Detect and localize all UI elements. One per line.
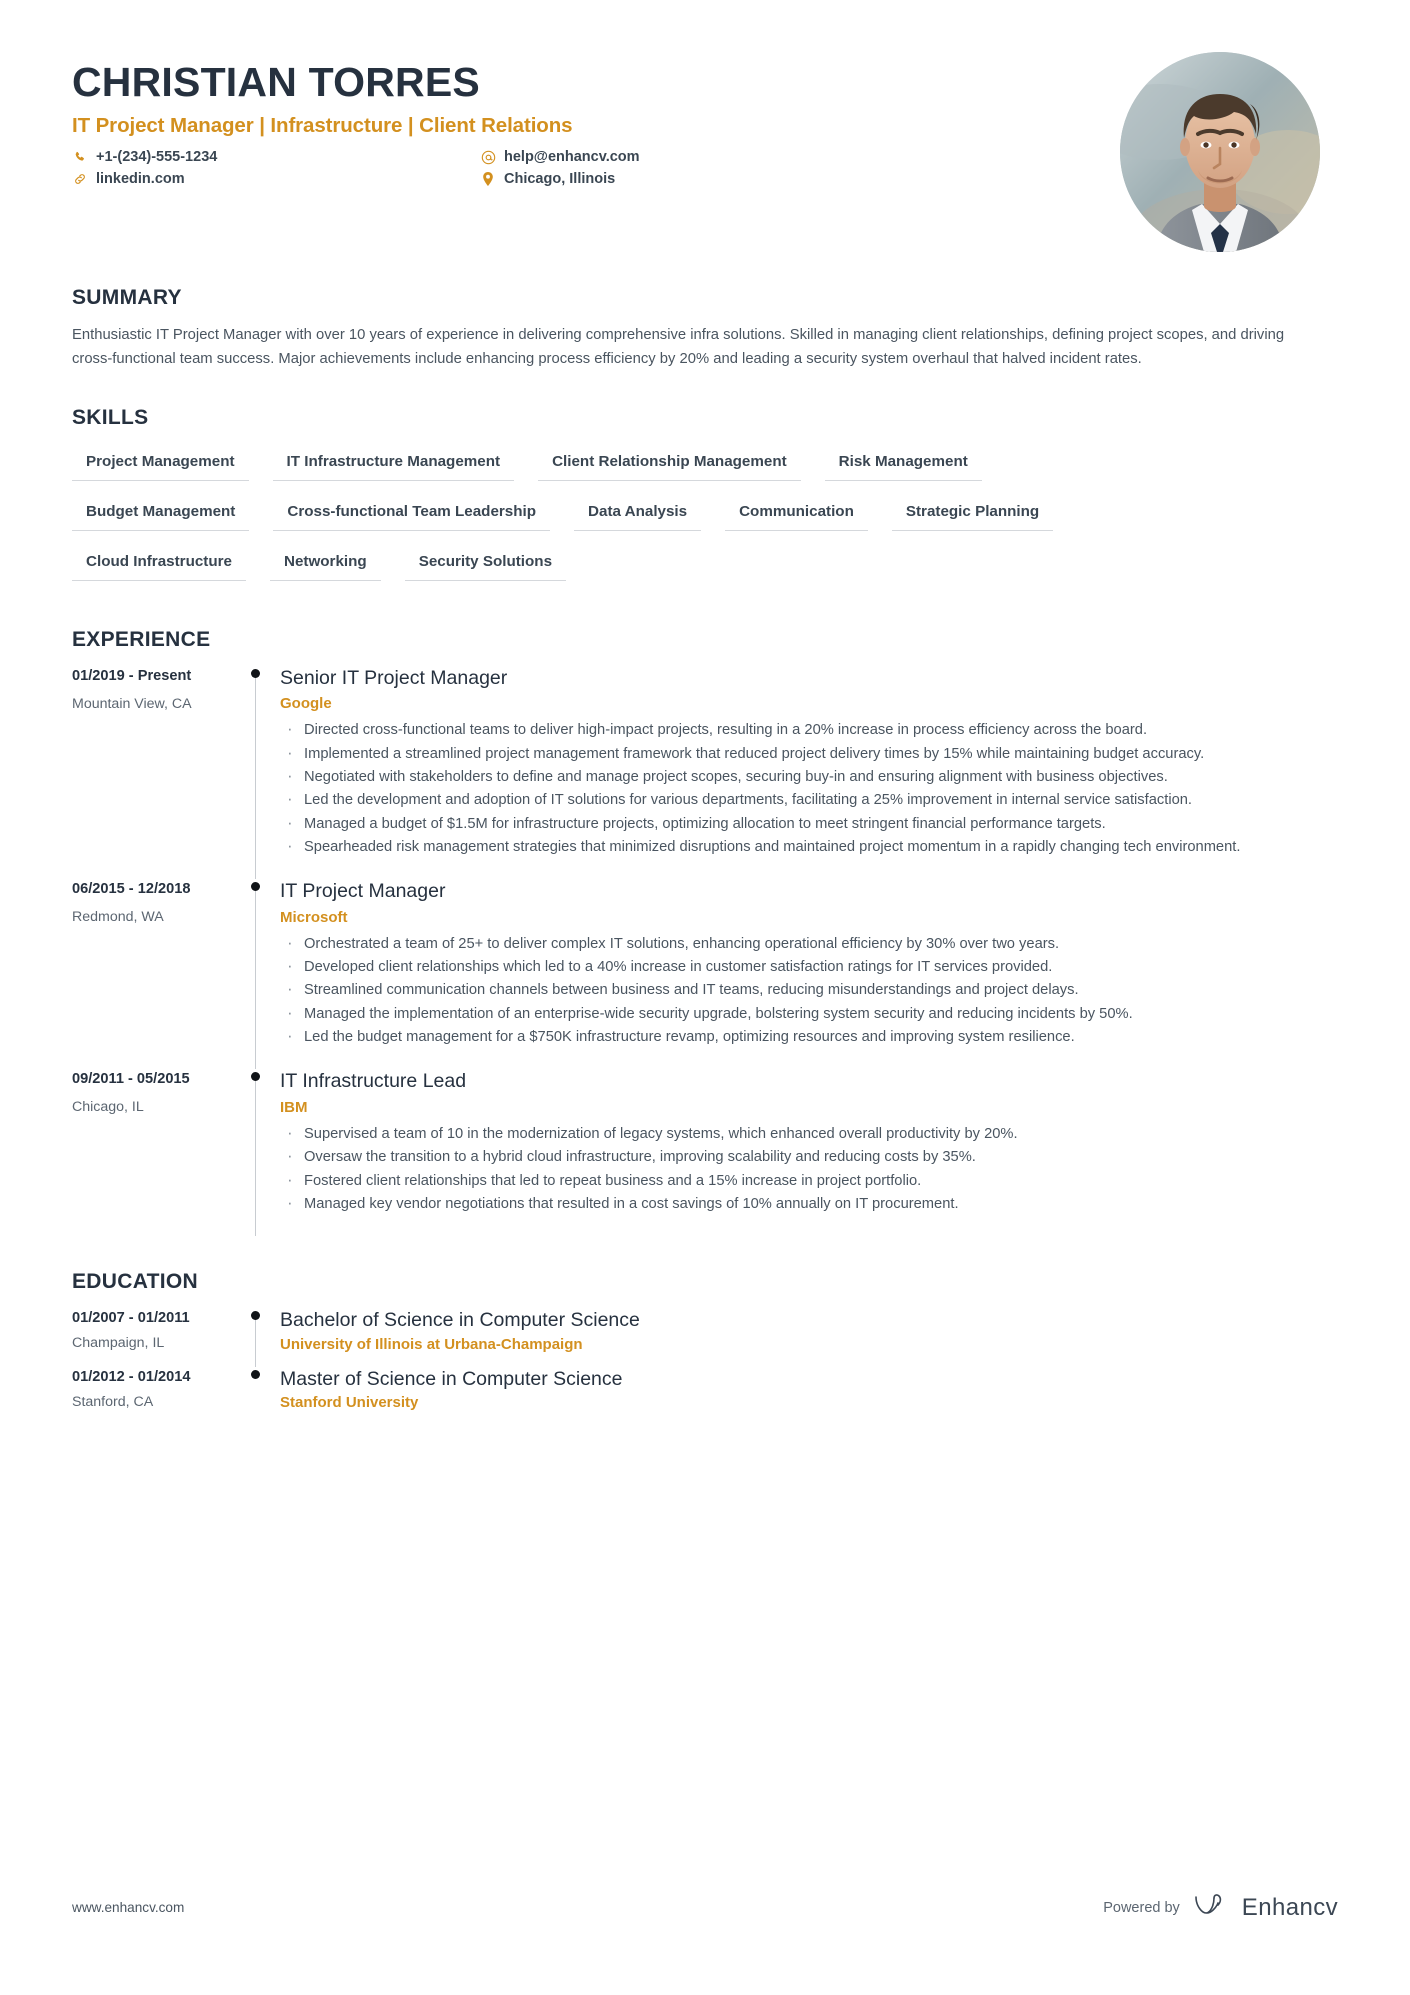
timeline-dot — [251, 669, 260, 678]
education-degree: Bachelor of Science in Computer Science — [280, 1309, 640, 1332]
experience-content — [280, 666, 1338, 879]
phone-icon — [72, 151, 88, 164]
experience-heading: EXPERIENCE — [72, 627, 211, 651]
enhancv-brand-name: Enhancv — [1241, 1893, 1338, 1921]
experience-company: Google — [280, 695, 332, 713]
bullet-item: · Oversaw the transition to a hybrid cloud infrastructure, improving scalability and reducing costs by 35%. — [280, 1146, 1310, 1168]
bullet-item: · Led the budget management for a $750K infrastructure revamp, optimizing resources and improving system resilience. — [280, 1026, 1310, 1048]
education-meta — [72, 1308, 240, 1366]
education-content — [280, 1308, 1338, 1366]
education-school: University of Illinois at Urbana-Champaign — [280, 1335, 583, 1353]
experience-location: Chicago, IL — [72, 1099, 144, 1116]
bullet-item: · Orchestrated a team of 25+ to deliver complex IT solutions, enhancing operational efficiency by 30% over two years. — [280, 933, 1310, 955]
header-text-block — [72, 52, 1120, 187]
bullet-item: · Negotiated with stakeholders to define and manage project scopes, securing buy-in and ensuring alignment with business objectives. — [280, 766, 1310, 788]
experience-job-title: IT Project Manager — [280, 880, 446, 903]
powered-by-label: Powered by — [1103, 1899, 1180, 1916]
skill-chip: Strategic Planning — [892, 494, 1053, 531]
enhancv-logo-icon — [1193, 1892, 1233, 1923]
bullet-item: · Developed client relationships which led to a 40% increase in customer satisfaction ratings for IT services provided. — [280, 956, 1310, 978]
contact-phone-text: +1-(234)-555-1234 — [96, 149, 218, 166]
link-icon — [72, 172, 88, 186]
skill-chip: Cloud Infrastructure — [72, 544, 246, 581]
timeline-dot — [251, 882, 260, 891]
skill-chip: Risk Management — [825, 444, 982, 481]
experience-company: Microsoft — [280, 908, 348, 926]
avatar-photo — [1120, 52, 1320, 252]
skill-chip: Data Analysis — [574, 494, 701, 531]
contact-linkedin-text: linkedin.com — [96, 171, 185, 188]
location-pin-icon — [480, 172, 496, 186]
skill-chip: IT Infrastructure Management — [273, 444, 515, 481]
bullet-item: · Implemented a streamlined project management framework that reduced project delivery times by 15% while maintaining budget accuracy. — [280, 743, 1310, 765]
bullet-item: · Supervised a team of 10 in the modernization of legacy systems, which enhanced overall productivity by 20%. — [280, 1123, 1310, 1145]
bullet-item: · Managed a budget of $1.5M for infrastructure projects, optimizing allocation to meet stringent financial performance targets. — [280, 813, 1310, 835]
experience-location: Redmond, WA — [72, 909, 164, 926]
resume-header — [72, 0, 1338, 252]
resume-footer — [72, 1892, 1338, 1923]
skill-chip: Networking — [270, 544, 381, 581]
experience-meta — [72, 666, 240, 879]
professional-headline: IT Project Manager | Infrastructure | Client Relations — [72, 114, 573, 138]
timeline-marker — [240, 1069, 280, 1236]
experience-entry — [72, 879, 1338, 1069]
education-entry — [72, 1308, 1338, 1366]
experience-date: 06/2015 - 12/2018 — [72, 881, 191, 898]
summary-section — [72, 286, 1338, 372]
timeline-dot — [251, 1072, 260, 1081]
contact-location-text: Chicago, Illinois — [504, 171, 616, 188]
summary-heading: SUMMARY — [72, 286, 182, 309]
timeline-dot — [251, 1311, 260, 1320]
timeline-marker — [240, 666, 280, 879]
education-date: 01/2012 - 01/2014 — [72, 1368, 191, 1385]
bullet-item: · Streamlined communication channels between business and IT teams, reducing misunderstandings and project delays. — [280, 979, 1310, 1001]
education-school: Stanford University — [280, 1393, 419, 1411]
email-icon — [480, 150, 496, 165]
skill-chip: Project Management — [72, 444, 249, 481]
experience-company: IBM — [280, 1098, 308, 1116]
bullet-item: · Directed cross-functional teams to deliver high-impact projects, resulting in a 20% increase in process efficiency across the board. — [280, 719, 1310, 741]
experience-meta — [72, 879, 240, 1069]
experience-entry — [72, 666, 1338, 879]
education-meta — [72, 1367, 240, 1425]
education-heading: EDUCATION — [72, 1270, 198, 1294]
skill-chip: Client Relationship Management — [538, 444, 801, 481]
experience-content — [280, 879, 1338, 1069]
experience-bullets — [280, 1123, 1338, 1215]
contact-email-text: help@enhancv.com — [504, 149, 640, 166]
education-date: 01/2007 - 01/2011 — [72, 1310, 190, 1327]
skill-chip: Security Solutions — [405, 544, 566, 581]
experience-meta — [72, 1069, 240, 1236]
experience-bullets — [280, 719, 1338, 858]
education-content — [280, 1367, 1338, 1425]
bullet-item: · Managed the implementation of an enterprise-wide security upgrade, bolstering system security and reducing incidents by 50%. — [280, 1003, 1310, 1025]
skill-chip: Budget Management — [72, 494, 249, 531]
skill-chip: Cross-functional Team Leadership — [273, 494, 550, 531]
contact-phone[interactable] — [72, 149, 480, 165]
education-location: Champaign, IL — [72, 1335, 165, 1352]
experience-job-title: Senior IT Project Manager — [280, 666, 508, 689]
timeline-dot — [251, 1370, 260, 1379]
bullet-item: · Led the development and adoption of IT solutions for various departments, facilitating a 25% improvement in internal service satisfaction. — [280, 789, 1310, 811]
timeline-marker — [240, 1308, 280, 1366]
experience-bullets — [280, 933, 1338, 1049]
experience-content — [280, 1069, 1338, 1236]
experience-job-title: IT Infrastructure Lead — [280, 1070, 467, 1093]
enhancv-brand — [1193, 1892, 1338, 1923]
experience-section — [72, 628, 1338, 1236]
contact-location — [480, 171, 1120, 187]
skills-section — [72, 406, 1338, 594]
skills-heading: SKILLS — [72, 405, 149, 429]
bullet-item: · Managed key vendor negotiations that resulted in a cost savings of 10% annually on IT procurement. — [280, 1193, 1310, 1215]
skill-chip: Communication — [725, 494, 868, 531]
experience-entry — [72, 1069, 1338, 1236]
contact-linkedin[interactable] — [72, 171, 480, 187]
experience-location: Mountain View, CA — [72, 695, 192, 712]
contact-email[interactable] — [480, 149, 1120, 165]
education-degree: Master of Science in Computer Science — [280, 1367, 623, 1390]
summary-body: Enthusiastic IT Project Manager with over 10 years of experience in delivering comprehensive infra solutions. Skilled in managing client relationships, defining project scopes, and driving cross-functional team success. Major achievements include enhancing process efficiency by 20% and leading a security system overhaul that halved incident rates. — [72, 327, 1285, 367]
education-entry — [72, 1367, 1338, 1425]
timeline-line — [255, 1316, 256, 1366]
education-location: Stanford, CA — [72, 1393, 154, 1410]
timeline-marker — [240, 1367, 280, 1425]
experience-date: 01/2019 - Present — [72, 667, 192, 684]
contact-list — [72, 149, 1120, 187]
experience-date: 09/2011 - 05/2015 — [72, 1071, 190, 1088]
skills-list — [72, 444, 1082, 594]
timeline-marker — [240, 879, 280, 1069]
timeline-line — [255, 887, 256, 1069]
bullet-item: · Spearheaded risk management strategies that minimized disruptions and maintained project momentum in a rapidly changing tech environment. — [280, 836, 1310, 858]
timeline-line — [255, 674, 256, 879]
timeline-line — [255, 1077, 256, 1236]
footer-website-url[interactable]: www.enhancv.com — [72, 1900, 185, 1915]
bullet-item: · Fostered client relationships that led to repeat business and a 15% increase in project portfolio. — [280, 1170, 1310, 1192]
avatar — [1120, 52, 1320, 252]
powered-by-block — [1103, 1892, 1338, 1923]
page-title: CHRISTIAN TORRES — [72, 59, 480, 105]
education-section — [72, 1270, 1338, 1425]
